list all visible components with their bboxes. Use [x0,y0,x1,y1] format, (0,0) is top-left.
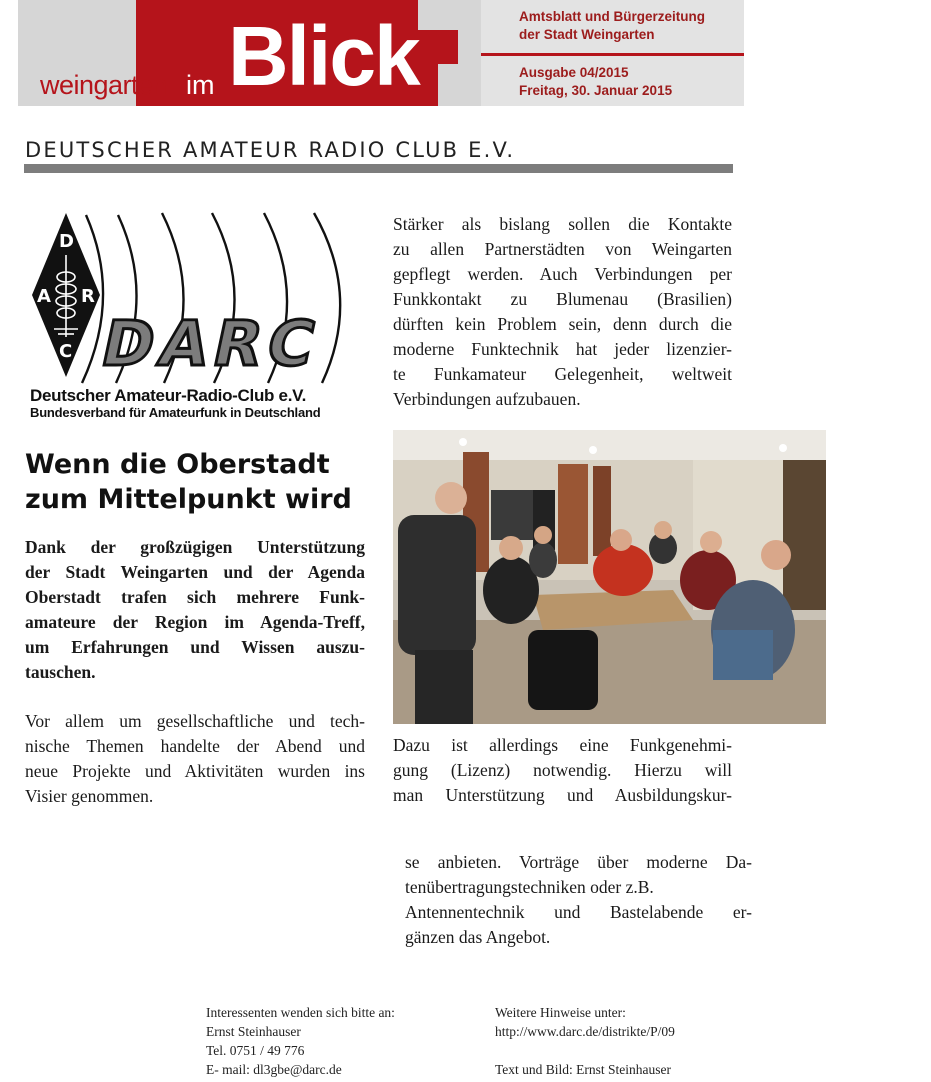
text-line: Antennentechnik und Bastelabende er- [405,902,752,922]
text-line: neue Projekte und Aktivitäten wurden ins [25,761,365,781]
contact-name: Ernst Steinhauser [206,1024,301,1039]
logo-letter-r: R [81,286,95,307]
text-line: te Funkamateur Gelegenheit, weltweit [393,364,732,384]
text-line: gepflegt werden. Auch Verbindungen per [393,264,732,284]
text-line: um Erfahrungen und Wissen auszu- [25,637,365,657]
text-line: gung (Lizenz) notwendig. Hierzu will [393,760,732,780]
text-line: zu allen Partnerstädten von Weingarten [393,239,732,259]
text-line: se anbieten. Vorträge über moderne Da- [405,852,752,872]
text-line: Dank der großzügigen Unterstützung [25,537,365,557]
contact-email: E- mail: dl3gbe@darc.de [206,1062,342,1077]
masthead-name-small: weingarten [40,70,168,100]
text-line: Oberstadt trafen sich mehrere Funk- [25,587,365,607]
article-paragraph [25,709,365,809]
section-divider [24,164,733,173]
section-title: DEUTSCHER AMATEUR RADIO CLUB E.V. [25,138,516,162]
text-line: Dazu ist allerdings eine Funkgenehmi- [393,735,732,755]
text-line: der Stadt Weingarten und der Agenda [25,562,365,582]
masthead-name-im: im [186,70,215,100]
masthead-step-decoration [458,30,481,64]
text-line: tenübertragungstechniken oder z.B. [405,877,654,897]
text-line: Funkkontakt zu Blumenau (Brasilien) [393,289,732,309]
logo-subtitle: Bundesverband für Amateurfunk in Deutschland [30,405,321,420]
masthead-tagline: der Stadt Weingarten [519,27,655,42]
text-line: amateure der Region im Agenda-Treff, [25,612,365,632]
more-info-url: http://www.darc.de/distrikte/P/09 [495,1024,675,1039]
text-line: dürften kein Problem sein, denn durch die [393,314,732,334]
text-line: Vor allem um gesellschaftliche und tech- [25,711,365,731]
text-line: Stärker als bislang sollen die Kontakte [393,214,732,234]
article-lead [25,535,365,685]
spacer [495,1041,675,1060]
article-paragraph [405,850,752,950]
masthead-divider [481,53,744,56]
text-line: gänzen das Angebot. [405,927,551,947]
logo-wordmark: DARC [95,307,328,380]
contact-info [206,1003,395,1079]
logo-letter-d: D [59,231,74,252]
article-headline [25,447,375,517]
article-paragraph [393,212,732,412]
text-line: Visier genommen. [25,786,154,806]
more-info-label: Weitere Hinweise unter: [495,1005,626,1020]
text-line: Verbindungen aufzubauen. [393,389,581,409]
contact-intro: Interessenten wenden sich bitte an: [206,1005,395,1020]
masthead-tagline: Amtsblatt und Bürgerzeitung [519,9,705,24]
masthead-issue: Ausgabe 04/2015 [519,65,629,80]
logo-subtitle: Deutscher Amateur-Radio-Club e.V. [30,386,307,405]
masthead-step-decoration [438,64,481,106]
text-line: man Unterstützung und Ausbildungskur- [393,785,732,805]
text-line: moderne Funktechnik hat jeder lizenzier- [393,339,732,359]
text-line: nische Themen handelte der Abend und [25,736,365,756]
photo-credit: Text und Bild: Ernst Steinhauser [495,1062,672,1077]
logo-letter-a: A [37,286,51,307]
article-paragraph [393,733,732,808]
logo-letter-c: C [59,341,73,362]
headline-line: zum Mittelpunkt wird [25,484,352,515]
masthead-name-big: Blick [228,9,419,103]
masthead-step-decoration [418,0,481,30]
event-photo [393,430,826,724]
masthead-date: Freitag, 30. Januar 2015 [519,83,673,98]
headline-line: Wenn die Oberstadt [25,449,330,480]
more-info [495,1003,675,1079]
contact-phone: Tel. 0751 / 49 776 [206,1043,305,1058]
text-line: tauschen. [25,662,96,682]
